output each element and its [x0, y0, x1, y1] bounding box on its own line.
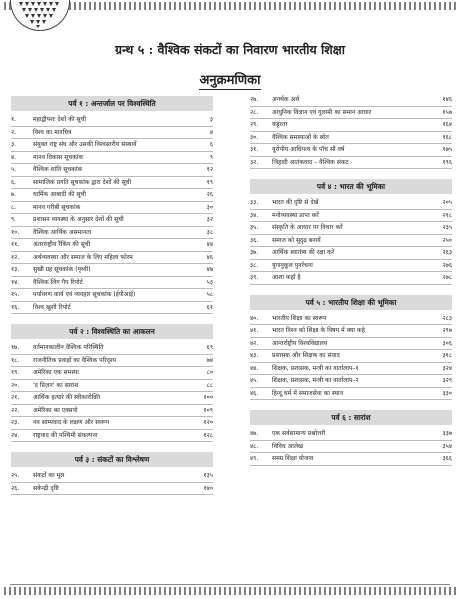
toc-entry[interactable]: [11, 189, 213, 202]
toc-entry[interactable]: [11, 289, 213, 302]
entry-title: धार्मिक आबादी की सूची: [33, 191, 86, 198]
entry-number: २२.: [11, 406, 20, 414]
entry-title: विश्व खुशी रिपोर्ट: [33, 303, 71, 311]
toc-entry[interactable]: [250, 375, 452, 388]
entry-number: १६.: [11, 303, 20, 311]
entry-number: ७.: [11, 191, 17, 198]
entry-number: ४३.: [250, 352, 259, 359]
toc-entry[interactable]: [11, 264, 213, 277]
entry-title: अमेरिका एक समस्या: [33, 369, 79, 376]
entry-page-number: २०५: [442, 199, 452, 206]
entry-number: ४९.: [250, 455, 259, 462]
entry-page-number: १२: [206, 166, 213, 173]
entry-number: २५.: [11, 472, 20, 479]
entry-number: ४०.: [250, 314, 259, 322]
entry-page-number: ४४: [206, 241, 213, 248]
entry-number: १५.: [11, 291, 20, 298]
entry-page-number: ४६: [206, 253, 213, 261]
entry-number: ३.: [11, 141, 17, 148]
entry-title: वैश्विक शांति सूचकांक: [33, 166, 83, 173]
entry-number: २०.: [11, 381, 20, 389]
entry-title: नव साम्यवाद के लक्षण और स्वरूप: [33, 419, 110, 426]
toc-right-column: [250, 94, 452, 466]
toc-entry[interactable]: [11, 342, 213, 355]
book-title: ग्रन्थ ५ : वैश्विक संकटों का निवारण भारतीय शिक्षा: [115, 42, 345, 57]
entry-page-number: ३२: [206, 216, 213, 223]
entry-title: प्रशासक और शिक्षक का संवाद: [272, 352, 340, 359]
entry-title: हिन्दू धर्म में समाजसेवा का स्थान: [272, 389, 343, 397]
entry-number: ४८.: [250, 442, 259, 450]
toc-entry[interactable]: [250, 325, 452, 338]
entry-title: राष्ट्रवाद की पश्चिमी संकल्पना: [33, 431, 98, 439]
toc-entry[interactable]: [11, 355, 213, 368]
entry-number: १०.: [11, 228, 20, 236]
section-gap: [250, 285, 452, 293]
entry-page-number: २३५: [442, 224, 452, 231]
entry-page-number: ३५४: [442, 442, 452, 450]
toc-entry[interactable]: [11, 302, 213, 315]
entry-title: सकेन्द्री दृष्टि: [33, 484, 59, 492]
toc-entry[interactable]: [11, 114, 213, 127]
entry-page-number: ३०: [206, 203, 213, 211]
entry-page-number: १४६: [442, 96, 452, 103]
entry-number: ३८.: [250, 261, 259, 269]
entry-page-number: २७८: [442, 274, 452, 281]
entry-page-number: ३३०: [442, 389, 452, 397]
toc-entry[interactable]: [250, 197, 452, 210]
section-heading: पर्व ३ : संकटों का विश्लेषण: [11, 452, 213, 467]
entry-title: विश्व का मानचित्र: [33, 128, 72, 136]
entry-page-number: ३३७: [442, 430, 452, 437]
section-heading: पर्व ५ : भारतीय शिक्षा की भूमिका: [250, 295, 452, 310]
divider: [10, 584, 450, 585]
toc-entry[interactable]: [11, 139, 213, 152]
toc-entry[interactable]: [250, 453, 452, 466]
entry-title: आर्थिक स्वातंत्र्य की रक्षा करें: [272, 249, 335, 256]
entry-title: भारत विश्व को शिक्षा के विषय में क्या कहे: [272, 327, 365, 334]
entry-number: २६.: [11, 484, 20, 492]
toc-entry[interactable]: [250, 132, 452, 145]
section-gap: [11, 442, 213, 450]
entry-number: १८.: [11, 356, 20, 364]
entry-page-number: १६४: [442, 121, 452, 128]
entry-page-number: ३: [209, 116, 213, 123]
toc-entry[interactable]: [250, 441, 452, 454]
entry-page-number: १४०: [203, 484, 213, 492]
entry-title: वैश्विक आर्थिक असमानता: [33, 228, 92, 236]
entry-title: आर्थिक हत्यारे की स्वीकारोक्ति: [33, 394, 101, 401]
entry-page-number: १०९: [203, 406, 213, 414]
entry-page-number: ६१: [206, 303, 213, 311]
entry-page-number: ३६६: [442, 455, 452, 462]
entry-title: वर्तमानकालीन वैश्विक परिस्थिति: [33, 344, 104, 351]
entry-number: ४५.: [250, 377, 259, 384]
entry-page-number: २६: [206, 191, 213, 198]
entry-page-number: ४: [209, 128, 213, 136]
entry-title: पर्यावरण कार्य एवं व्यवहार सूचकांक (ईपीआई): [33, 291, 136, 298]
toc-entry[interactable]: [250, 107, 452, 120]
decorative-border-bottom: [4, 587, 456, 595]
entry-title: राजनीतिक प्रवाहों का वैश्विक परिदृश्य: [33, 356, 117, 364]
toc-entry[interactable]: [11, 380, 213, 393]
toc-entry[interactable]: [250, 272, 452, 285]
entry-title: आन्तर्राष्ट्रीय विश्वविद्यालय: [272, 339, 328, 347]
entry-title: संस्कृति के आधार पर विचार करें: [272, 224, 343, 231]
entry-title: कट्टरता: [272, 121, 288, 128]
entry-number: २८.: [250, 108, 259, 116]
entry-page-number: १२८: [203, 431, 213, 439]
toc-entry[interactable]: [11, 164, 213, 177]
toc-entry[interactable]: [11, 152, 213, 165]
entry-title: अंतरराष्ट्रीय रैंकिंग की सूची: [33, 241, 91, 248]
entry-title: भारतीय शिक्षा का स्वरूप: [272, 314, 327, 322]
entry-page-number: ३२४: [442, 364, 452, 372]
entry-title: आधुनिक विज्ञान एवं गुलामी का समान आधार: [272, 108, 372, 116]
toc-left-column: [11, 94, 213, 495]
entry-title: सुखी ग्रह सूचकांक (पृथ्वी): [33, 266, 91, 273]
entry-title: समाज को सुदृढ़ बनायें: [272, 236, 321, 244]
entry-page-number: ६९: [206, 344, 213, 351]
entry-title: युगानुकूल पुनर्रचना: [272, 261, 313, 269]
entry-page-number: १२०: [203, 419, 213, 426]
entry-page-number: ८८: [206, 381, 213, 389]
toc-entry[interactable]: [250, 210, 452, 223]
entry-number: ३३.: [250, 199, 259, 206]
section-heading: पर्व ४ : भारत की भूमिका: [250, 179, 452, 194]
entry-page-number: १९: [206, 178, 213, 186]
entry-title: महाद्वीपशः देशों की सूची: [33, 116, 86, 123]
entry-title: मानव गरीबी सूचकांक: [33, 203, 81, 211]
toc-entry[interactable]: [11, 367, 213, 380]
entry-title: भारत की दृष्टि से देखें: [272, 199, 319, 206]
toc-entry[interactable]: [250, 144, 452, 157]
entry-number: ९.: [11, 216, 17, 223]
section-gap: [250, 400, 452, 408]
entry-page-number: ३२९: [442, 377, 452, 384]
entry-page-number: २६३: [442, 249, 452, 256]
entry-page-number: १७५: [442, 146, 452, 153]
section-gap: [11, 314, 213, 322]
entry-page-number: ६: [209, 141, 213, 148]
entry-page-number: २९७: [442, 327, 452, 334]
entry-page-number: ५८: [206, 291, 213, 298]
entry-title: अर्थव्यवस्था और समाज के लिए महिला फोरम: [33, 253, 133, 261]
entry-number: २१.: [11, 394, 20, 401]
toc-entry[interactable]: [250, 222, 452, 235]
entry-page-number: १३५: [203, 472, 213, 479]
entry-number: ३०.: [250, 133, 259, 141]
toc-entry[interactable]: [11, 470, 213, 483]
entry-number: ११.: [11, 241, 20, 248]
entry-title: अमेरिका का एक्सपो: [33, 406, 78, 414]
entry-number: ३१.: [250, 146, 259, 153]
entry-page-number: ४७: [206, 266, 213, 273]
entry-page-number: २१८: [442, 211, 452, 219]
entry-number: ६.: [11, 178, 17, 186]
entry-page-number: ५३: [206, 278, 213, 286]
toc-entry[interactable]: [250, 157, 452, 170]
entry-title: जिहादी आतंकवाद – वैश्विक संकट: [272, 158, 349, 166]
toc-entry[interactable]: [250, 388, 452, 401]
entry-title: शिक्षक, प्रशासक, मन्त्री का वार्तालाप–२: [272, 377, 359, 384]
series-logo-icon: [10, 0, 70, 31]
entry-title: आशा कहाँ है: [272, 274, 301, 281]
toc-entry[interactable]: [11, 405, 213, 418]
entry-number: ३२.: [250, 158, 259, 166]
entry-number: ५.: [11, 166, 17, 173]
toc-entry[interactable]: [11, 214, 213, 227]
entry-page-number: ३१८: [442, 352, 452, 359]
toc-entry[interactable]: [11, 202, 213, 215]
entry-number: ३५.: [250, 224, 259, 231]
entry-page-number: ७४: [206, 356, 213, 364]
toc-entry[interactable]: [250, 363, 452, 376]
entry-title: मानव विकास सूचकांक: [33, 153, 84, 161]
toc-entry[interactable]: [250, 350, 452, 363]
entry-number: २४.: [11, 431, 20, 439]
toc-entry[interactable]: [250, 260, 452, 273]
entry-number: ४१.: [250, 327, 259, 334]
entry-number: ४२.: [250, 339, 259, 347]
entry-number: ४४.: [250, 364, 259, 372]
entry-number: ३४.: [250, 211, 259, 219]
entry-number: ३९.: [250, 274, 259, 281]
entry-page-number: ९: [209, 153, 213, 161]
entry-number: ८.: [11, 203, 17, 211]
entry-number: १२.: [11, 253, 20, 261]
toc-entry[interactable]: [250, 247, 452, 260]
toc-title: अनुक्रमणिका: [199, 73, 261, 88]
entry-page-number: १५७: [442, 108, 452, 116]
entry-page-number: ३०६: [442, 339, 452, 347]
entry-title: प्रशासन व्यवस्था के अनुसार देशों की सूची: [33, 216, 124, 223]
entry-number: ४.: [11, 153, 17, 161]
toc-entry[interactable]: [11, 417, 213, 430]
entry-title: 'द प्रिज़न' का सारांश: [33, 381, 79, 389]
entry-title: संकटों का मूल: [33, 472, 65, 479]
toc-entry[interactable]: [11, 483, 213, 496]
entry-title: शिक्षक, प्रशासक, मन्त्री का वार्तालाप–१: [272, 364, 359, 372]
decorative-border-top: [4, 2, 456, 10]
entry-page-number: १९६: [442, 158, 452, 166]
toc-entry[interactable]: [11, 277, 213, 290]
entry-title: अनर्थक अर्थ: [272, 96, 300, 103]
section-heading: पर्व २ : विश्वस्थिति का आकलन: [11, 324, 213, 339]
toc-entry[interactable]: [250, 235, 452, 248]
section-heading: पर्व १ : अन्तर्जाल पर विश्वस्थिति: [11, 96, 213, 111]
entry-title: यूरोपीय आधिपत्य के पाँच सौ वर्ष: [272, 146, 345, 153]
toc-entry[interactable]: [11, 392, 213, 405]
entry-number: २७.: [250, 96, 259, 103]
entry-title: सामाजिक प्रगति सूचकांक द्वारा देशों की सूची: [33, 178, 132, 186]
toc-entry[interactable]: [250, 428, 452, 441]
entry-page-number: २७६: [442, 261, 452, 269]
toc-entry[interactable]: [250, 119, 452, 132]
entry-title: वैश्विक समस्याओं के स्रोत: [272, 133, 329, 141]
toc-entry[interactable]: [11, 227, 213, 240]
entry-title: वैश्विक लिंग गैप रिपोर्ट: [33, 278, 83, 286]
toc-entry[interactable]: [11, 430, 213, 443]
entry-page-number: ३८: [206, 228, 213, 236]
entry-page-number: २५०: [442, 236, 452, 244]
entry-title: मनोव्यवस्था प्राप्त करें: [272, 211, 319, 219]
entry-title: एक सर्वसामान्य प्रश्नोत्तरी: [272, 430, 326, 437]
entry-page-number: १६८: [442, 133, 452, 141]
entry-number: ३७.: [250, 249, 259, 256]
entry-title: संयुक्त राष्ट्र संघ और उसकी विश्वस्तरीय संस्थायें: [33, 141, 137, 148]
entry-page-number: २८३: [442, 314, 452, 322]
entry-number: ४६.: [250, 389, 259, 397]
entry-number: १९.: [11, 369, 20, 376]
entry-title: विविध आलेख: [272, 442, 303, 450]
entry-number: २३.: [11, 419, 20, 426]
entry-number: ३६.: [250, 236, 259, 244]
entry-number: ४७.: [250, 430, 259, 437]
section-heading: पर्व ६ : सारांश: [250, 410, 452, 425]
entry-page-number: ८०: [206, 369, 213, 376]
entry-number: १७.: [11, 344, 20, 351]
entry-number: २९.: [250, 121, 259, 128]
toc-entry[interactable]: [250, 313, 452, 326]
entry-page-number: १००: [203, 394, 213, 401]
toc-entry[interactable]: [11, 252, 213, 265]
entry-number: १४.: [11, 278, 20, 286]
section-gap: [250, 169, 452, 177]
toc-entry[interactable]: [11, 177, 213, 190]
entry-number: १.: [11, 116, 17, 123]
toc-entry[interactable]: [11, 127, 213, 140]
toc-entry[interactable]: [250, 94, 452, 107]
toc-entry[interactable]: [11, 239, 213, 252]
entry-number: २.: [11, 128, 17, 136]
toc-entry[interactable]: [250, 338, 452, 351]
entry-number: १३.: [11, 266, 20, 273]
entry-title: समग्र शिक्षा योजना: [272, 455, 314, 462]
